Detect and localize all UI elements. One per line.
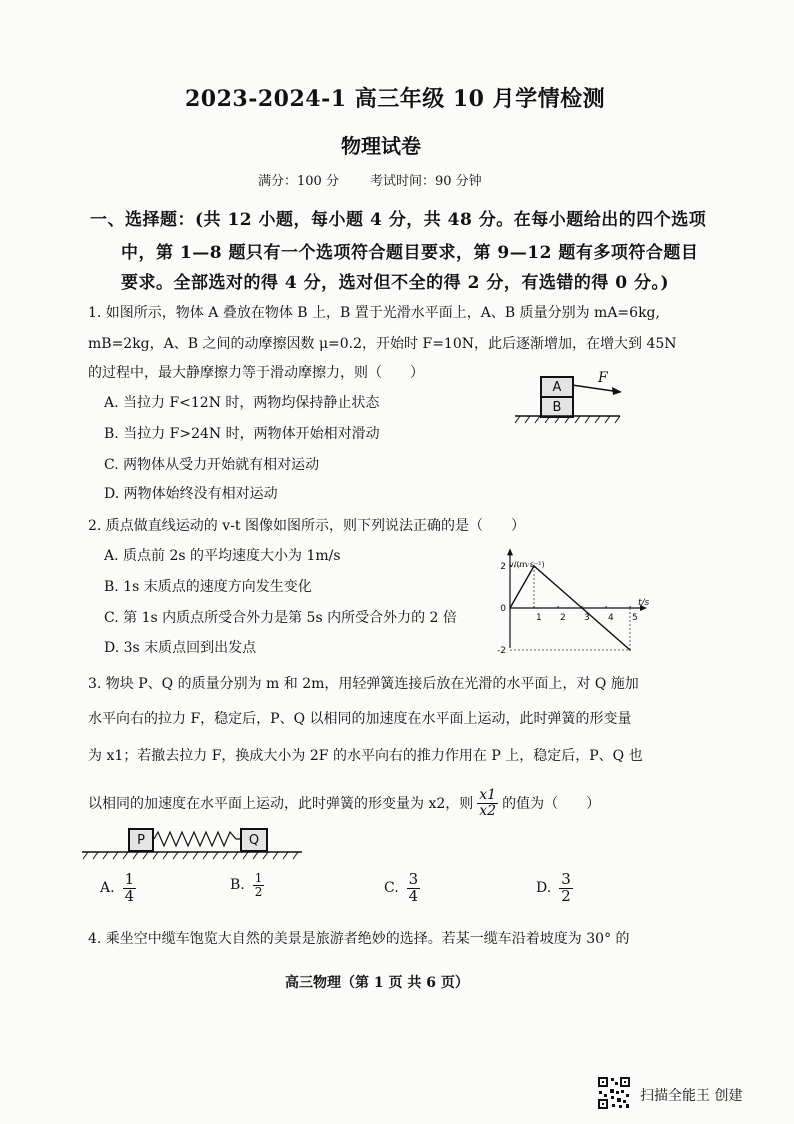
q3-spring-figure — [80, 826, 310, 860]
q4-text-line1: 4. 乘坐空中缆车饱览大自然的美景是旅游者绝妙的选择。若某一缆车沿着坡度为 30° 的 — [88, 931, 630, 947]
block-b: B — [540, 396, 574, 418]
q1-option-d: D. 两物体始终没有相对运动 — [104, 486, 278, 502]
q1-text-line3: 的过程中，最大静摩擦力等于滑动摩擦力，则（ ） — [88, 365, 424, 381]
q3-option-c — [384, 872, 420, 905]
q3-option-a-fraction — [123, 872, 137, 905]
q1-block-figure — [510, 370, 660, 430]
x-tick-label: 2 — [560, 613, 566, 623]
page-subtitle: 物理试卷 — [341, 134, 421, 158]
q1-text-line1: 1. 如图所示，物体 A 叠放在物体 B 上，B 置于光滑水平面上，A、B 质量分别为 mA=6kg, — [88, 305, 660, 321]
q3-text-line4 — [88, 788, 600, 818]
q1-figure-lines — [510, 370, 660, 430]
y-axis-arrow — [507, 548, 513, 555]
q3-line4-tail: 的值为（ ） — [502, 796, 601, 813]
scanner-brand-text: 扫描全能王 创建 — [640, 1088, 743, 1104]
score-info: 满分：100 分 — [258, 174, 339, 189]
q3-option-b — [230, 872, 264, 898]
q3-option-a-den: 4 — [124, 886, 135, 905]
x-tick-label: 5 — [632, 613, 638, 623]
q2-option-b: B. 1s 末质点的速度方向发生变化 — [104, 579, 312, 595]
q3-option-c-den: 4 — [408, 886, 419, 905]
qr-code-icon — [597, 1076, 631, 1110]
x-tick-label: 4 — [608, 613, 614, 623]
q2-option-d: D. 3s 末质点回到出发点 — [104, 640, 257, 656]
q1-option-a: A. 当拉力 F<12N 时，两物均保持静止状态 — [104, 395, 380, 411]
q3-option-a — [100, 872, 136, 905]
q3-option-c-num: 3 — [408, 870, 419, 888]
q3-option-d-den: 2 — [561, 886, 571, 905]
y-tick-label: 0 — [500, 604, 506, 614]
section-heading-line3: 要求。全部选对的得 4 分，选对但不全的得 2 分，有选错的得 0 分。) — [121, 273, 670, 293]
q3-ratio-den: x2 — [479, 802, 497, 819]
q2-option-a: A. 质点前 2s 的平均速度大小为 1m/s — [104, 548, 341, 564]
q3-text-line1: 3. 物块 P、Q 的质量分别为 m 和 2m，用轻弹簧连接后放在光滑的水平面上，对 Q 施加 — [88, 676, 639, 692]
x-axis-label: t/s — [638, 598, 650, 608]
q1-option-c: C. 两物体从受力开始就有相对运动 — [104, 457, 320, 473]
y-tick-label: -2 — [497, 646, 506, 656]
q2-option-c: C. 第 1s 内质点所受合外力是第 5s 内所受合外力的 2 倍 — [104, 610, 457, 626]
q3-text-line2: 水平向右的拉力 F，稳定后，P、Q 以相同的加速度在水平面上运动，此时弹簧的形变量 — [88, 711, 632, 727]
section-heading-line2: 中，第 1—8 题只有一个选项符合题目要求，第 9—12 题有多项符合题目 — [121, 243, 699, 263]
q3-option-c-fraction — [407, 872, 421, 905]
q2-text-line1: 2. 质点做直线运动的 v-t 图像如图所示，则下列说法正确的是（ ） — [88, 518, 525, 534]
page-title: 2023-2024-1 高三年级 10 月学情检测 — [185, 86, 606, 112]
data-point — [629, 649, 631, 651]
y-tick-label: 2 — [500, 562, 506, 572]
q3-option-d-label: D. — [536, 880, 552, 897]
q3-option-c-label: C. — [384, 880, 399, 897]
q3-option-a-label: A. — [100, 880, 115, 897]
section-heading-line1: 一、选择题：(共 12 小题，每小题 4 分，共 48 分。在每小题给出的四个选项 — [90, 210, 707, 230]
q3-option-d-fraction — [559, 872, 573, 905]
q3-option-d-num: 3 — [561, 870, 571, 888]
q3-option-d — [536, 872, 573, 905]
block-q: Q — [240, 828, 268, 852]
q3-option-b-fraction — [253, 872, 265, 898]
block-p: P — [128, 828, 154, 852]
y-axis-label: v/(m·s⁻¹) — [509, 560, 545, 569]
x-tick-label: 3 — [584, 613, 590, 623]
q3-option-a-num: 1 — [124, 870, 135, 888]
force-label: F — [598, 370, 608, 386]
q3-ratio-fraction — [477, 788, 498, 818]
q3-ratio-num: x1 — [479, 787, 497, 803]
q3-line4-head: 以相同的加速度在水平面上运动，此时弹簧的形变量为 x2，则 — [88, 796, 474, 813]
q3-text-line3: 为 x1；若撤去拉力 F，换成大小为 2F 的水平向右的推力作用在 P 上，稳定后，P、Q 也 — [88, 748, 643, 764]
q3-option-b-label: B. — [230, 877, 245, 894]
q1-text-line2: mB=2kg，A、B 之间的动摩擦因数 μ=0.2，开始时 F=10N，此后逐渐增加，在增大到 45N — [88, 336, 677, 352]
block-a: A — [540, 376, 574, 398]
q3-option-b-den: 2 — [254, 884, 263, 899]
q3-option-b-num: 1 — [254, 871, 263, 885]
vt-chart — [488, 556, 648, 656]
x-tick-label: 1 — [536, 613, 542, 623]
time-info: 考试时间：90 分钟 — [370, 174, 482, 189]
data-point — [509, 607, 511, 609]
page-footer: 高三物理（第 1 页 共 6 页） — [285, 975, 469, 991]
q1-option-b: B. 当拉力 F>24N 时，两物体开始相对滑动 — [104, 426, 380, 442]
q3-spring-lines — [80, 826, 310, 860]
